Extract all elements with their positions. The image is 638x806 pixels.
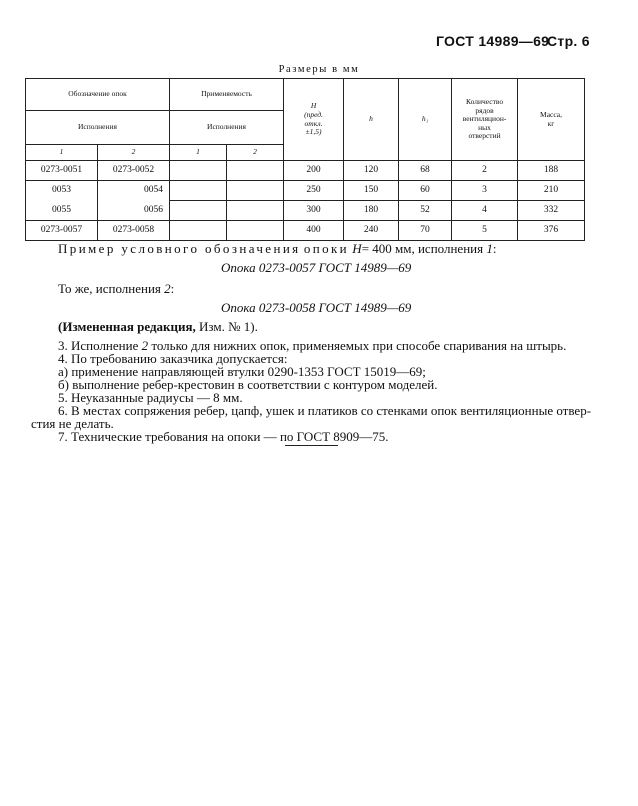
note-6-line2: стия не делать. <box>31 416 114 431</box>
applicability-cell <box>170 201 227 221</box>
header-h: h <box>344 79 399 161</box>
note-execution-number: 2 <box>141 338 149 353</box>
dimensions-table <box>25 78 585 241</box>
h1-value: 70 <box>399 221 452 241</box>
header-designation: Обозначение опок <box>26 79 170 111</box>
designation-exec-1: 0055 <box>26 201 98 221</box>
note-6-line1: 6. В местах сопряжения ребер, цапф, ушек и платиков со стенками опок вентиляционные отвер- <box>58 403 592 418</box>
standard-number: ГОСТ 14989—69 <box>436 33 550 49</box>
vent-rows-value: 5 <box>452 221 518 241</box>
table-row <box>26 221 585 241</box>
designation-exec-1: 0273-0051 <box>26 161 98 181</box>
header-h1: h₁ <box>399 79 452 161</box>
h-value: 150 <box>344 181 399 201</box>
applicability-cell <box>227 181 284 201</box>
applicability-cell <box>170 181 227 201</box>
designation-example-line <box>58 242 496 256</box>
divider-line <box>285 445 338 446</box>
example-H-symbol: H <box>352 241 362 256</box>
applicability-cell <box>227 201 284 221</box>
H-value: 300 <box>284 201 344 221</box>
header-applicability: Применяемость <box>170 79 284 111</box>
H-value: 200 <box>284 161 344 181</box>
note-text: только для нижних опок, применяемых при способе спаривания на штырь. <box>151 338 567 353</box>
designation-example-2: Опока 0273-0058 ГОСТ 14989—69 <box>221 300 412 315</box>
example-execution-number: 1 <box>486 241 493 256</box>
note-4: 4. По требованию заказчика допускается: <box>58 351 288 366</box>
header-vent-rows: Количество рядов вентиляцион- ных отверстий <box>452 79 518 161</box>
note-text: 3. Исполнение <box>58 338 139 353</box>
h-value: 120 <box>344 161 399 181</box>
note-4a: а) применение направляющей втулки 0290-1353 ГОСТ 15019—69; <box>58 364 426 379</box>
note-7: 7. Технические требования на опоки — по ГОСТ 8909—75. <box>58 429 389 444</box>
example-text: : <box>492 241 497 256</box>
designation-example-1: Опока 0273-0057 ГОСТ 14989—69 <box>221 260 412 275</box>
table-row <box>26 161 585 181</box>
h1-value: 68 <box>399 161 452 181</box>
example-heading: Пример условного обозначения <box>58 241 301 256</box>
same-text: : <box>170 281 175 296</box>
applicability-cell <box>170 221 227 241</box>
header-mass: Масса, кг <box>518 79 585 161</box>
applicability-1-label: 1 <box>170 145 227 161</box>
header-execution-applicability: Исполнения <box>170 111 284 145</box>
designation-exec-2: 0054 <box>98 181 170 201</box>
H-value: 250 <box>284 181 344 201</box>
execution-2-label: 2 <box>98 145 170 161</box>
table-caption: Размеры в мм <box>278 64 360 75</box>
H-value: 400 <box>284 221 344 241</box>
applicability-2-label: 2 <box>227 145 284 161</box>
designation-exec-2: 0056 <box>98 201 170 221</box>
vent-rows-value: 4 <box>452 201 518 221</box>
designation-exec-1: 0273-0057 <box>26 221 98 241</box>
note-5: 5. Неуказанные радиусы — 8 мм. <box>58 390 243 405</box>
header-execution: Исполнения <box>26 111 170 145</box>
header-H: H (пред. откл. ±1,5) <box>284 79 344 161</box>
execution-1-label: 1 <box>26 145 98 161</box>
table-row <box>26 201 585 221</box>
designation-exec-2: 0273-0058 <box>98 221 170 241</box>
h-value: 180 <box>344 201 399 221</box>
applicability-cell <box>227 221 284 241</box>
h1-value: 52 <box>399 201 452 221</box>
h1-value: 60 <box>399 181 452 201</box>
example-text: = 400 мм, исполнения <box>361 241 484 256</box>
example-text: опоки <box>303 241 350 256</box>
mass-value: 188 <box>518 161 585 181</box>
mass-value: 332 <box>518 201 585 221</box>
revision-bold: (Измененная редакция, <box>58 319 196 334</box>
table-row <box>26 181 585 201</box>
mass-value: 376 <box>518 221 585 241</box>
mass-value: 210 <box>518 181 585 201</box>
designation-exec-2: 0273-0052 <box>98 161 170 181</box>
same-text: То же, исполнения <box>58 281 161 296</box>
same-execution-line <box>58 282 174 296</box>
same-execution-number: 2 <box>164 281 171 296</box>
revision-text: Изм. № 1). <box>199 319 258 334</box>
applicability-cell <box>227 161 284 181</box>
designation-exec-1: 0053 <box>26 181 98 201</box>
vent-rows-value: 2 <box>452 161 518 181</box>
vent-rows-value: 3 <box>452 181 518 201</box>
note-4b: б) выполнение ребер-крестовин в соответствии с контуром моделей. <box>58 377 438 392</box>
applicability-cell <box>170 161 227 181</box>
revision-note <box>58 320 258 334</box>
h-value: 240 <box>344 221 399 241</box>
page-number: Стр. 6 <box>547 33 590 49</box>
